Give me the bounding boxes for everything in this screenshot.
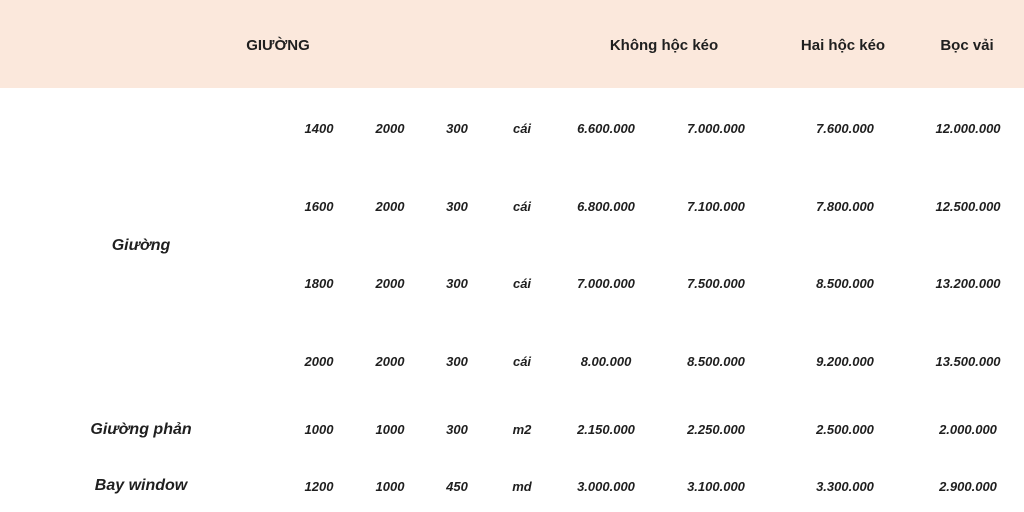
height-cell: 300 <box>446 422 468 437</box>
unit-cell: cái <box>512 121 532 136</box>
price-no-drawer-cell: 2.150.000 <box>577 422 635 437</box>
header-title: GIƯỜNG <box>246 37 310 54</box>
length-cell: 1000 <box>375 422 405 437</box>
price-no-drawer-cell: 6.800.000 <box>577 199 635 214</box>
height-cell: 450 <box>446 479 468 494</box>
price-two-drawers-cell: 7.600.000 <box>816 121 874 136</box>
price-no-drawer-cell: 3.000.000 <box>577 479 635 494</box>
length-cell: 2000 <box>375 121 405 136</box>
price-two-drawers-cell: 2.500.000 <box>816 422 874 437</box>
width-cell: 1600 <box>304 199 334 214</box>
price-cell: 8.500.000 <box>687 354 745 369</box>
height-cell: 300 <box>446 121 468 136</box>
price-cell: 7.100.000 <box>687 199 745 214</box>
price-no-drawer-cell: 6.600.000 <box>577 121 635 136</box>
unit-cell: m2 <box>512 422 532 437</box>
price-two-drawers-cell: 3.300.000 <box>816 479 874 494</box>
category-bed: Giường <box>111 237 171 254</box>
table-row <box>0 121 1024 141</box>
height-cell: 300 <box>446 276 468 291</box>
price-fabric-cell: 12.500.000 <box>935 199 1001 214</box>
price-fabric-cell: 2.900.000 <box>939 479 997 494</box>
unit-cell: cái <box>512 199 532 214</box>
table-header <box>0 0 1024 88</box>
category-platform-bed: Giường phản <box>90 421 192 438</box>
width-cell: 2000 <box>304 354 334 369</box>
unit-cell: cái <box>512 354 532 369</box>
table-row <box>0 422 1024 442</box>
price-two-drawers-cell: 7.800.000 <box>816 199 874 214</box>
price-cell: 7.500.000 <box>687 276 745 291</box>
price-two-drawers-cell: 9.200.000 <box>816 354 874 369</box>
header-fabric: Bọc vải <box>940 37 994 54</box>
table-row <box>0 354 1024 374</box>
height-cell: 300 <box>446 199 468 214</box>
unit-cell: md <box>512 479 532 494</box>
price-fabric-cell: 13.500.000 <box>935 354 1001 369</box>
header-no-drawer: Không hộc kéo <box>609 37 719 54</box>
length-cell: 2000 <box>375 199 405 214</box>
length-cell: 2000 <box>375 276 405 291</box>
table-row <box>0 276 1024 296</box>
price-no-drawer-cell: 8.00.000 <box>580 354 632 369</box>
price-two-drawers-cell: 8.500.000 <box>816 276 874 291</box>
price-cell: 7.000.000 <box>687 121 745 136</box>
width-cell: 1400 <box>304 121 334 136</box>
category-bay-window: Bay window <box>94 477 188 494</box>
width-cell: 1800 <box>304 276 334 291</box>
price-no-drawer-cell: 7.000.000 <box>577 276 635 291</box>
header-two-drawers: Hai hộc kéo <box>800 37 886 54</box>
table-row <box>0 199 1024 219</box>
price-cell: 3.100.000 <box>687 479 745 494</box>
height-cell: 300 <box>446 354 468 369</box>
price-fabric-cell: 2.000.000 <box>939 422 997 437</box>
unit-cell: cái <box>512 276 532 291</box>
price-fabric-cell: 13.200.000 <box>935 276 1001 291</box>
table-row <box>0 479 1024 499</box>
length-cell: 1000 <box>375 479 405 494</box>
price-cell: 2.250.000 <box>687 422 745 437</box>
price-fabric-cell: 12.000.000 <box>935 121 1001 136</box>
width-cell: 1200 <box>304 479 334 494</box>
width-cell: 1000 <box>304 422 334 437</box>
length-cell: 2000 <box>375 354 405 369</box>
